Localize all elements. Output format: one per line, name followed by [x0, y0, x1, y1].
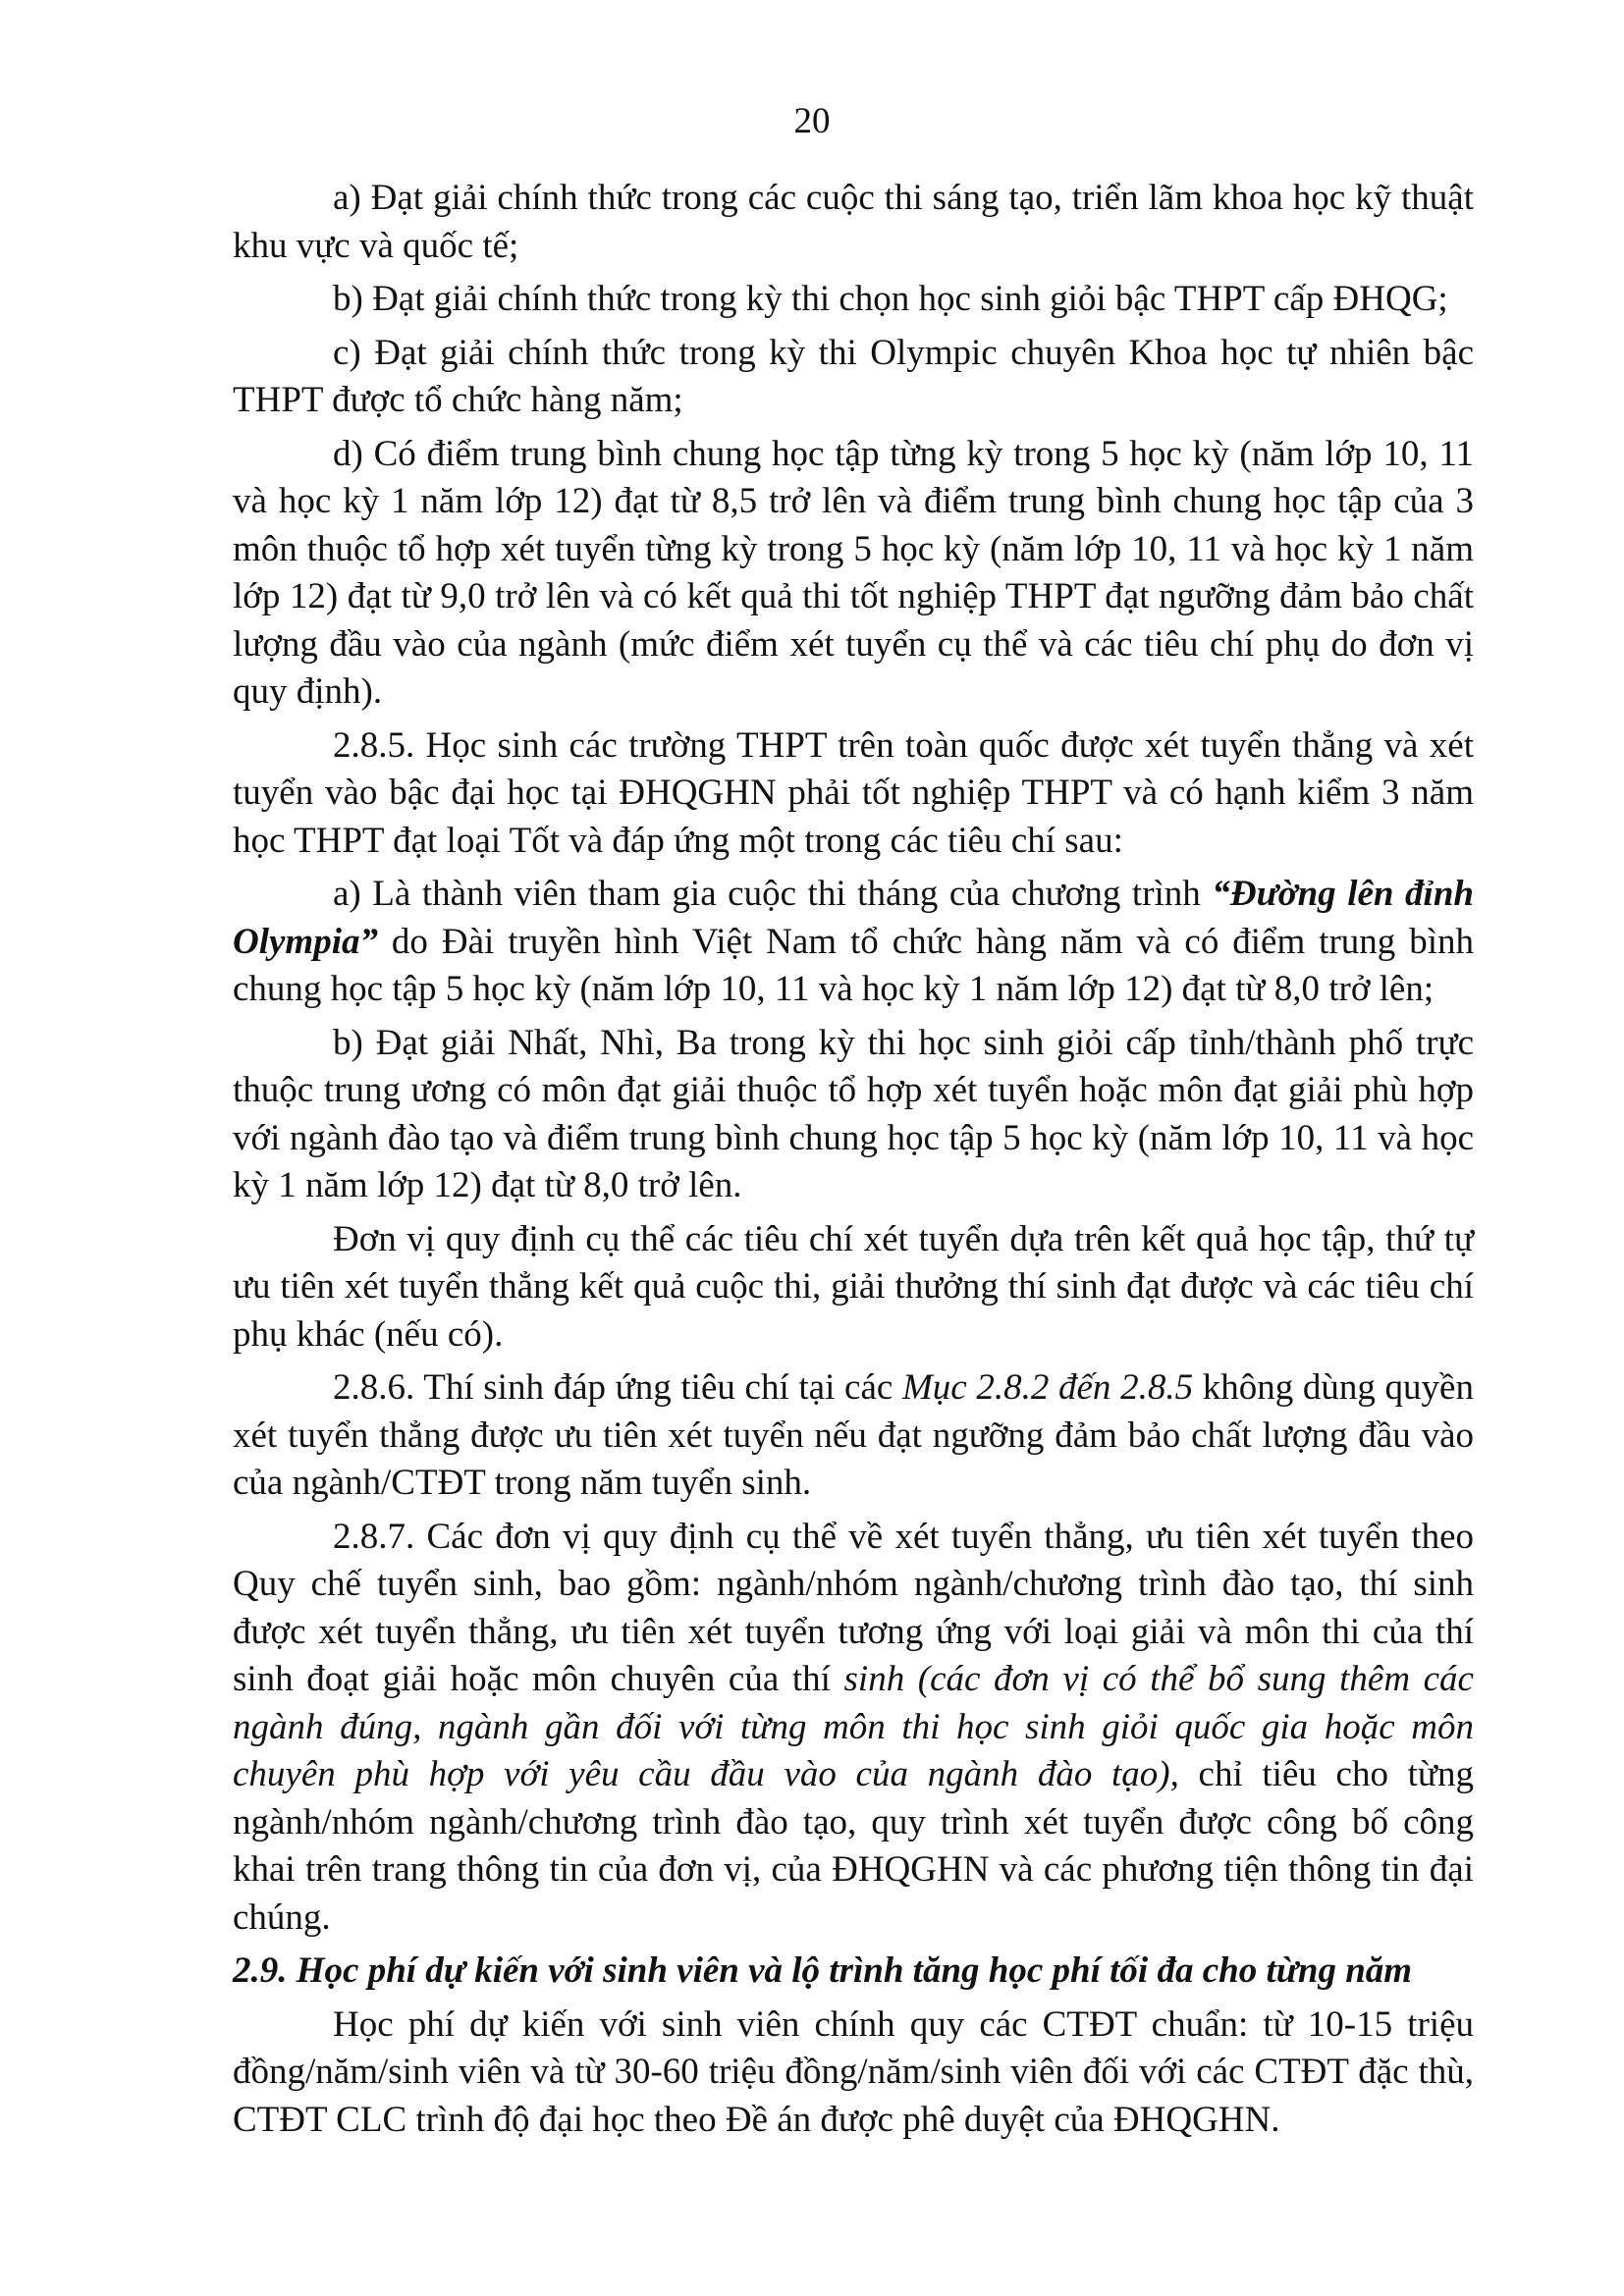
olympia-suffix: do Đài truyền hình Việt Nam tổ chức hàng năm và có điểm trung bình chung học tập 5 học kỳ (năm lớp 10, 11 và học kỳ 1 năm lớp 12) đạt từ 8,0 trở lên; — [233, 921, 1474, 1009]
section-2-8-7-suffix: chỉ tiêu cho từng ngành/nhóm ngành/chương trình đào tạo, quy trình xét tuyển được công bố công khai trên trang thông tin của đơn vị, của ĐHQGHN và các phương tiện thông tin đại chúng. — [233, 1754, 1474, 1938]
document-body — [233, 175, 1474, 2150]
paragraph-section-2-8-7 — [233, 1514, 1474, 1943]
olympia-prefix: a) Là thành viên tham gia cuộc thi tháng của chương trình — [333, 874, 1213, 914]
paragraph-criterion-d-grades: d) Có điểm trung bình chung học tập từng kỳ trong 5 học kỳ (năm lớp 10, 11 và học kỳ 1 năm lớp 12) đạt từ 8,5 trở lên và điểm trung bình chung học tập của 3 môn thuộc tổ hợp xét tuyển từng kỳ trong 5 học kỳ (năm lớp 10, 11 và học kỳ 1 năm lớp 12) đạt từ 9,0 trở lên và có kết quả thi tốt nghiệp THPT đạt ngưỡng đảm bảo chất lượng đầu vào của ngành (mức điểm xét tuyển cụ thể và các tiêu chí phụ do đơn vị quy định). — [233, 433, 1474, 712]
paragraph-criterion-b-national-university-exam: b) Đạt giải chính thức trong kỳ thi chọn học sinh giỏi bậc THPT cấp ĐHQG; — [333, 279, 1448, 319]
paragraph-section-2-8-6 — [233, 1364, 1474, 1508]
section-2-9-heading: 2.9. Học phí dự kiến với sinh viên và lộ trình tăng học phí tối đa cho từng năm — [233, 1950, 1413, 1991]
olympia-program-name: “Đường lên đỉnh Olympia” — [233, 874, 1474, 962]
paragraph-provincial-prize-criterion: b) Đạt giải Nhất, Nhì, Ba trong kỳ thi học sinh giỏi cấp tỉnh/thành phố trực thuộc trung ương có môn đạt giải thuộc tổ hợp xét tuyển hoặc môn đạt giải phù hợp với ngành đào tạo và điểm trung bình chung học tập 5 học kỳ (năm lớp 10, 11 và học kỳ 1 năm lớp 12) đạt từ 8,0 trở lên. — [233, 1022, 1474, 1205]
paragraph-unit-criteria-note: Đơn vị quy định cụ thể các tiêu chí xét tuyển dựa trên kết quả học tập, thứ tự ưu tiên xét tuyển thẳng kết quả cuộc thi, giải thưởng thí sinh đạt được và các tiêu chí phụ khác (nếu có). — [233, 1218, 1474, 1355]
section-2-8-6-suffix: không dùng quyền xét tuyển thẳng được ưu tiên xét tuyển nếu đạt ngưỡng đảm bảo chất lượng đầu vào của ngành/CTĐT trong năm tuyển sinh. — [233, 1367, 1474, 1503]
paragraph-tuition-fees: Học phí dự kiến với sinh viên chính quy các CTĐT chuẩn: từ 10-15 triệu đồng/năm/sinh viên và từ 30-60 triệu đồng/năm/sinh viên đối với các CTĐT đặc thù, CTĐT CLC trình độ đại học theo Đề án được phê duyệt của ĐHQGHN. — [233, 2003, 1474, 2140]
page-number: 20 — [793, 101, 831, 141]
paragraph-criterion-a-competitions: a) Đạt giải chính thức trong các cuộc thi sáng tạo, triển lãm khoa học kỹ thuật khu vực và quốc tế; — [233, 178, 1474, 266]
paragraph-olympia-criterion — [233, 871, 1474, 1014]
section-2-8-6-prefix: 2.8.6. Thí sinh đáp ứng tiêu chí tại các — [333, 1367, 902, 1408]
paragraph-criterion-c-olympic: c) Đạt giải chính thức trong kỳ thi Olympic chuyên Khoa học tự nhiên bậc THPT được tổ chức hàng năm; — [233, 332, 1474, 420]
paragraph-section-2-8-5: 2.8.5. Học sinh các trường THPT trên toàn quốc được xét tuyển thẳng và xét tuyển vào bậc đại học tại ĐHQGHN phải tốt nghiệp THPT và có hạnh kiểm 3 năm học THPT đạt loại Tốt và đáp ứng một trong các tiêu chí sau: — [233, 724, 1474, 861]
section-2-8-6-reference: Mục 2.8.2 đến 2.8.5 — [901, 1367, 1194, 1408]
section-2-8-7-prefix: 2.8.7. Các đơn vị quy định cụ thể về xét tuyển thẳng, ưu tiên xét tuyển theo Quy chế tuyển sinh, bao gồm: ngành/nhóm ngành/chương trình đào tạo, thí sinh được xét tuyển thẳng, ưu tiên xét tuyển tương ứng với loại giải và môn thi của thí sinh đoạt giải hoặc môn chuyên của thí — [233, 1516, 1474, 1699]
section-2-8-7-italic-note: sinh (các đơn vị có thể bổ sung thêm các ngành đúng, ngành gần đối với từng môn thi học sinh giỏi quốc gia hoặc môn chuyên phù hợp với yêu cầu đầu vào của ngành đào tạo), — [233, 1659, 1474, 1794]
